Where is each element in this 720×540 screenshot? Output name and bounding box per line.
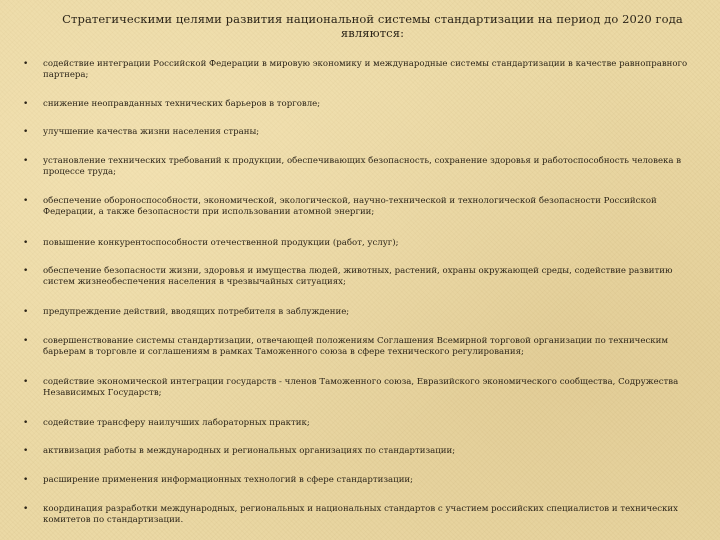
list-item-text: предупреждение действий, вводящих потребителя в заблуждение; <box>43 307 350 317</box>
bullet-icon: • <box>23 475 29 485</box>
bullet-icon: • <box>23 266 29 276</box>
bullet-icon: • <box>23 59 29 69</box>
bullet-icon: • <box>23 127 29 137</box>
list-item-text: расширение применения информационных технологий в сфере стандартизации; <box>43 475 414 485</box>
list-item-text: обеспечение обороноспособности, экономической, экологической, научно-технической и технологической безопасности Российской Федерации, а также безопасности при использовании атомной энергии; <box>43 196 657 217</box>
bullet-icon: • <box>23 418 29 428</box>
bullet-icon: • <box>23 196 29 206</box>
list-item-text: улучшение качества жизни населения страны; <box>43 127 260 137</box>
list-item-text: снижение неоправданных технических барьеров в торговле; <box>43 99 321 109</box>
slide-title: Стратегическими целями развития национальной системы стандартизации на период до 2020 года являются: <box>62 12 683 40</box>
list-item-text: содействие интеграции Российской Федерации в мировую экономику и международные системы стандартизации в качестве равноправного партнера; <box>43 59 688 80</box>
list-item-text: совершенствование системы стандартизации, отвечающей положениям Соглашения Всемирной торговой организации по техническим барьерам в торговле и соглашениям в рамках Таможенного союза в сфере технического регулирования; <box>43 336 669 357</box>
bullet-icon: • <box>23 99 29 109</box>
bullet-icon: • <box>23 377 29 387</box>
bullet-icon: • <box>23 156 29 166</box>
bullet-icon: • <box>23 307 29 317</box>
list-item-text: содействие трансферу наилучших лабораторных практик; <box>43 418 310 428</box>
list-item-text: обеспечение безопасности жизни, здоровья и имущества людей, животных, растений, охраны окружающей среды, содействие развитию систем жизнеобеспечения населения в чрезвычайных ситуациях; <box>43 266 673 287</box>
bullet-icon: • <box>23 238 29 248</box>
bullet-icon: • <box>23 336 29 346</box>
list-item-text: установление технических требований к продукции, обеспечивающих безопасность, сохранение здоровья и работоспособность человека в процессе труда; <box>43 156 682 177</box>
bullet-icon: • <box>23 504 29 514</box>
list-item-text: повышение конкурентоспособности отечественной продукции (работ, услуг); <box>43 238 399 248</box>
bullet-icon: • <box>23 446 29 456</box>
list-item-text: активизация работы в международных и региональных организациях по стандартизации; <box>43 446 456 456</box>
list-item-text: содействие экономической интеграции государств - членов Таможенного союза, Евразийского экономического сообщества, Содружества Независимых Государств; <box>43 377 679 398</box>
list-item-text: координация разработки международных, региональных и национальных стандартов с участием российских специалистов и технических комитетов по стандартизации. <box>43 504 678 525</box>
